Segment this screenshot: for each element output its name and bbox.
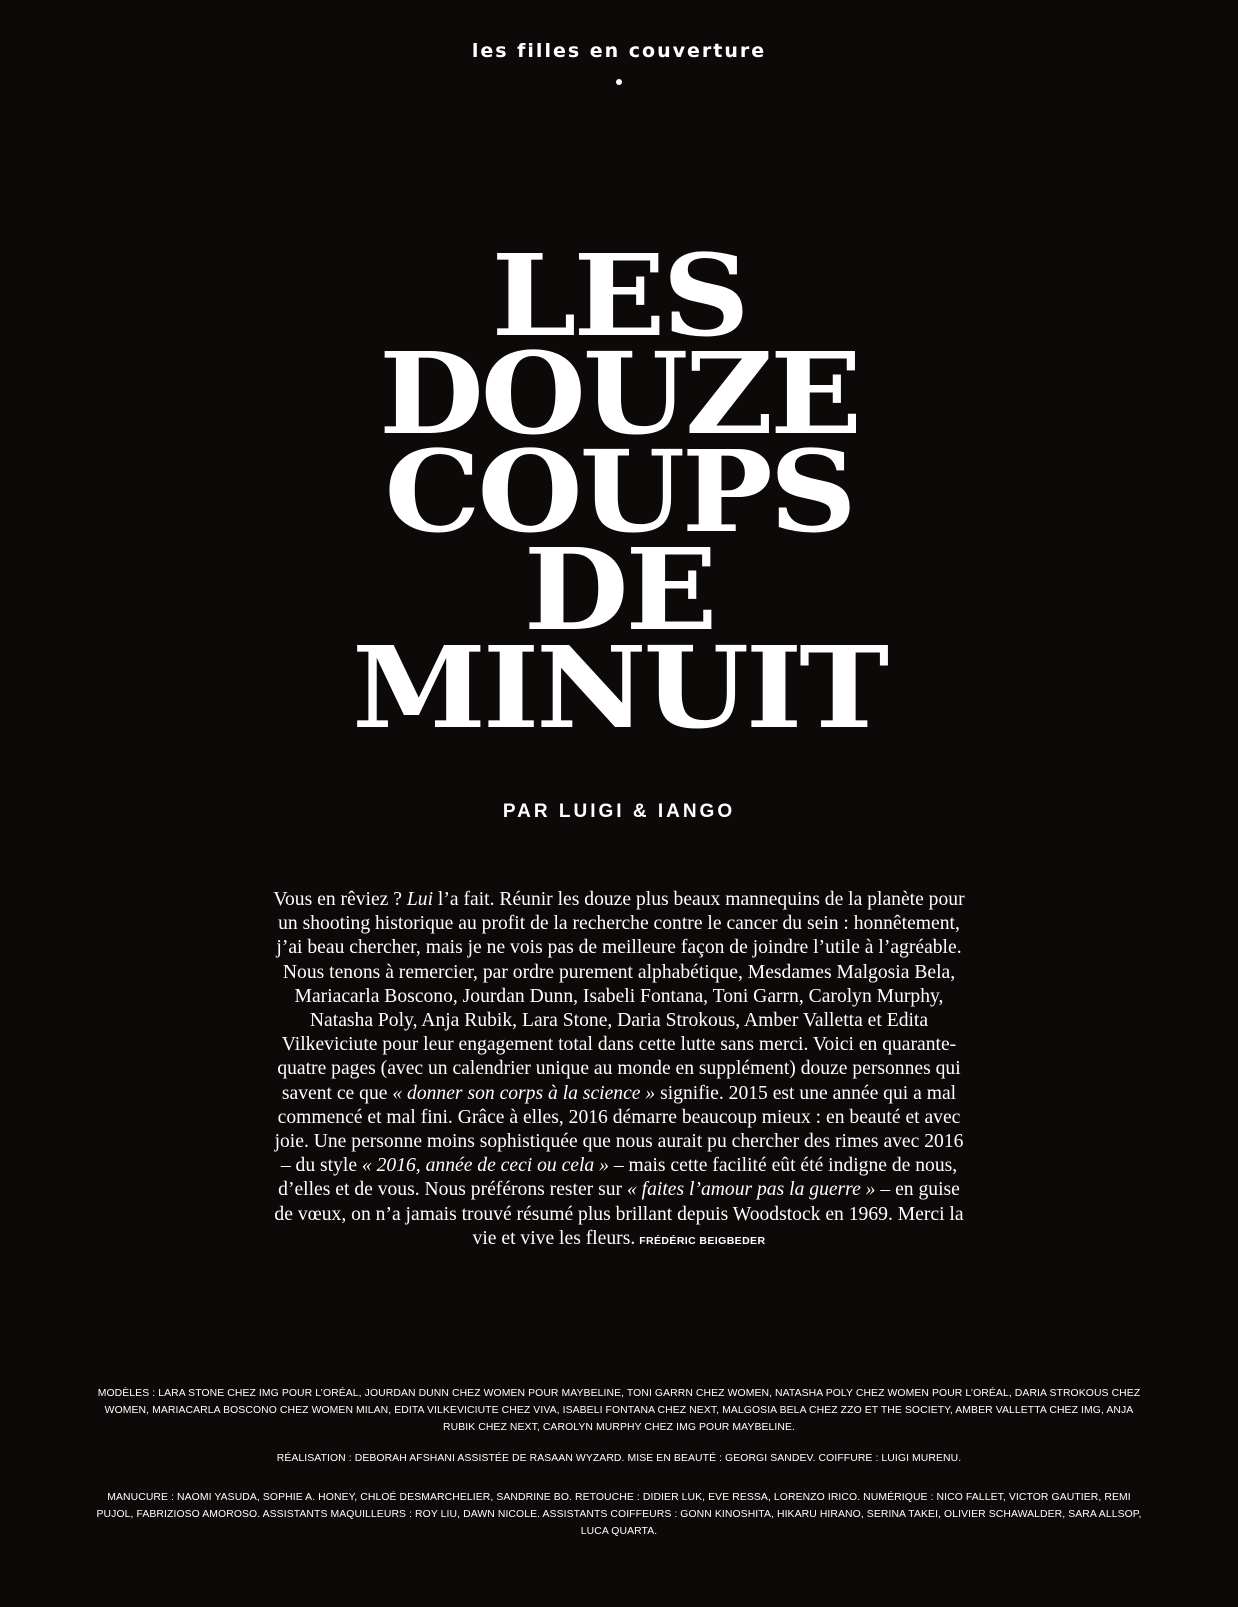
- credits-team: RÉALISATION : DEBORAH AFSHANI ASSISTÉE DE RASAAN WYZARD. MISE EN BEAUTÉ : GEORGI SANDEV. COIFFURE : LUIGI MURENU.: [276, 1453, 962, 1464]
- headline-line-5: MINUIT: [352, 623, 886, 754]
- body-text-segment: Vous en rêviez ?: [273, 889, 407, 910]
- body-text-segment: – mais cette facilité eût été indigne de nous, d’elles et de vous. Nous préférons rester sur: [278, 1155, 958, 1201]
- headline-line-3: COUPS: [384, 427, 854, 558]
- body-text-segment: signifie. 2015 est une année qui a mal commencé et mal fini. Grâce à elles, 2016 démarre beaucoup mieux : en beauté et avec joie. Une personne moins sophistiquée que nous aurait pu chercher des rimes avec 2016 – du style: [274, 1082, 964, 1177]
- credits-models: MODÈLES : LARA STONE CHEZ IMG POUR L’ORÉAL, JOURDAN DUNN CHEZ WOMEN POUR MAYBELINE, TONI GARRN CHEZ WOMEN, NATASHA POLY CHEZ WOMEN POUR L’ORÉAL, DARIA STROKOUS CHEZ WOMEN, MARIACARLA BOSCONO CHEZ WOMEN MILAN, EDITA VILKEVICIUTE CHEZ VIVA, ISABELI FONTANA CHEZ NEXT, MALGOSIA BELA CHEZ ZZO ET THE SOCIETY, AMBER VALLETTA CHEZ IMG, ANJA RUBIK CHEZ NEXT, CAROLYN MURPHY CHEZ IMG POUR MAYBELINE.: [97, 1388, 1141, 1433]
- article-headline: [0, 231, 1238, 754]
- byline: PAR LUIGI & IANGO: [502, 801, 736, 822]
- bullet-dot-icon: [616, 79, 622, 85]
- quote: « donner son corps à la science »: [392, 1082, 656, 1104]
- headline-line-1: LES: [491, 231, 747, 362]
- quote: « faites l’amour pas la guerre »: [626, 1179, 876, 1201]
- author-signature: FRÉDÉRIC BEIGBEDER: [639, 1234, 766, 1247]
- headline-line-2: DOUZE: [378, 329, 860, 460]
- quote: « 2016, année de ceci ou cela »: [361, 1155, 609, 1177]
- magazine-name: Lui: [406, 889, 434, 910]
- article-body: [268, 888, 970, 1253]
- section-kicker: les filles en couverture: [471, 40, 767, 62]
- body-text-segment: l’a fait. Réunir les douze plus beaux mannequins de la planète pour un shooting historique au profit de la recherche contre le cancer du sein : honnêtement, j’ai beau chercher, mais je ne vois pas de meilleure façon de joindre l’utile à l’agréable. Nous tenons à remercier, par ordre purement alphabétique, Mesdames Malgosia Bela, Mariacarla Boscono, Jourdan Dunn, Isabeli Fontana, Toni Garrn, Carolyn Murphy, Natasha Poly, Anja Rubik, Lara Stone, Daria Strokous, Amber Valletta et Edita Vilkeviciute pour leur engagement total dans cette lutte sans merci. Voici en quarante-quatre pages (avec un calendrier unique au monde en supplément) douze personnes qui savent ce que: [276, 889, 965, 1104]
- credits-staff: MANUCURE : NAOMI YASUDA, SOPHIE A. HONEY, CHLOÉ DESMARCHELIER, SANDRINE BO. RETOUCHE : DIDIER LUK, EVE RESSA, LORENZO IRICO. NUMÉRIQUE : NICO FALLET, VICTOR GAUTIER, REMI PUJOL, FABRIZIOSO AMOROSO. ASSISTANTS MAQUILLEURS : ROY LIU, DAWN NICOLE. ASSISTANTS COIFFEURS : GONN KINOSHITA, HIKARU HIRANO, SERINA TAKEI, OLIVIER SCHAWALDER, SARA ALLSOP, LUCA QUARTA.: [96, 1492, 1142, 1537]
- headline-line-4: DE: [523, 525, 715, 656]
- body-text-segment: – en guise de vœux, on n’a jamais trouvé résumé plus brillant depuis Woodstock en 1969. Merci la vie et vive les fleurs.: [274, 1179, 964, 1249]
